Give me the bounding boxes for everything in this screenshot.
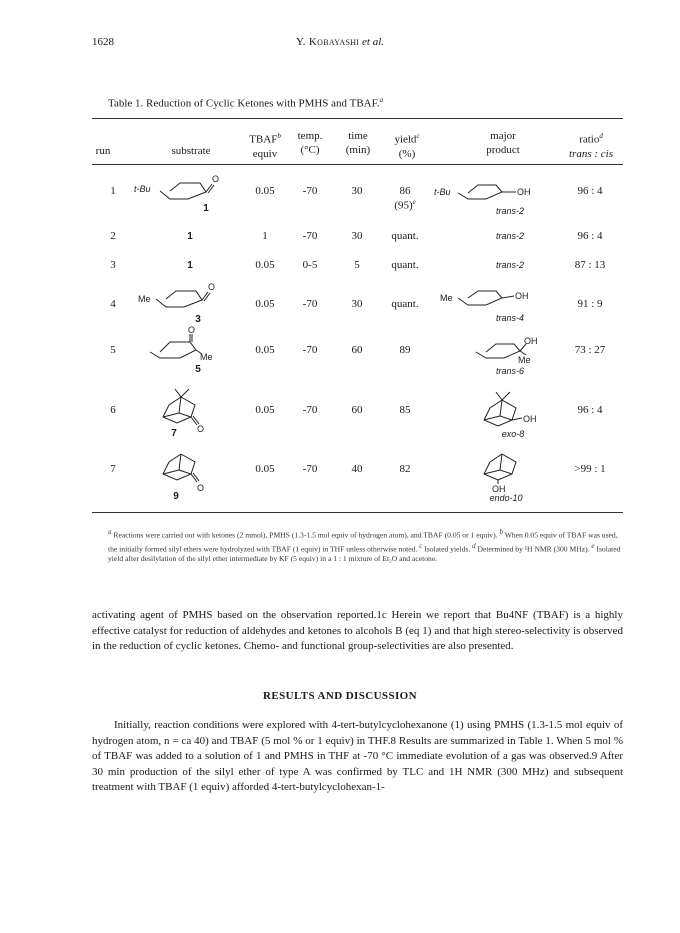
compound-number-1: 1: [187, 231, 193, 242]
cell-run: 5: [110, 344, 116, 356]
cell-yield: 86: [399, 185, 411, 197]
structure-trans-4: [440, 285, 540, 313]
cell-temp: -70: [302, 404, 318, 416]
col-header-product: major product: [486, 130, 520, 156]
page-number: 1628: [92, 36, 114, 48]
structure-exo-8: [476, 386, 552, 430]
cell-tbaf: 0.05: [255, 404, 275, 416]
structure-1: [130, 170, 240, 210]
cell-run: 2: [110, 230, 116, 242]
cell-ratio: 96 : 4: [577, 185, 603, 197]
table-footnotes: $^a$ Reactions were carried out with ketones (2 mmol), PMHS (1.3-1.5 mol equiv of hydrogen atom), and TBAF (0.05 or 1 equiv). $^b$ When 0.05 equiv of TBAF was used, the initially formed silyl ethers were hydrolyzed with TBAF (1 equiv) in THF unless otherwise noted. $^c$ Isolated yields. $^d$ Determined by ¹H NMR (300 MHz). $^e$ Isolated yield after desilylation of the silyl ether intermediate by KF (5 equiv) in a 1 : 1 mixture of Et₂O and acetone.: [108, 528, 621, 564]
cell-ratio: >99 : 1: [574, 463, 606, 475]
col-header-yield: yield$^c$ (%): [394, 132, 420, 160]
svg-text:t-Bu: t-Bu: [434, 187, 451, 197]
product-label: endo-10: [489, 493, 523, 503]
svg-text:O: O: [197, 483, 205, 493]
cell-tbaf: 0.05: [255, 259, 275, 271]
cell-ratio: 91 : 9: [577, 298, 603, 310]
col-header-substrate: substrate: [171, 145, 211, 157]
product-label: trans-2: [495, 206, 524, 216]
cell-time: 30: [351, 230, 363, 242]
section-heading: RESULTS AND DISCUSSION: [263, 690, 417, 702]
compound-number-9: 9: [173, 491, 179, 502]
product-label: trans-4: [495, 313, 524, 323]
product-label: exo-8: [501, 429, 525, 439]
running-head-author: Y. Kobayashi: [295, 36, 360, 48]
cell-time: 30: [351, 185, 363, 197]
compound-number-5: 5: [195, 364, 201, 375]
cell-temp: -70: [302, 230, 318, 242]
svg-text:OH: OH: [515, 291, 529, 301]
structure-9: [155, 446, 215, 494]
structure-trans-2: [432, 178, 547, 206]
cell-ratio: 73 : 27: [574, 344, 606, 356]
cell-yield: 89: [399, 344, 411, 356]
cell-time: 30: [351, 298, 363, 310]
col-header-run: run: [95, 145, 111, 157]
product-label: trans-2: [495, 231, 524, 241]
cell-ratio: 96 : 4: [577, 230, 603, 242]
compound-number-1: 1: [187, 260, 193, 271]
svg-text:t-Bu: t-Bu: [134, 184, 151, 194]
cell-temp: 0-5: [302, 259, 318, 271]
svg-text:Me: Me: [518, 355, 531, 365]
table-title: Table 1. Reduction of Cyclic Ketones with PMHS and TBAF.$^a$: [108, 96, 384, 110]
cell-time: 60: [351, 344, 363, 356]
cell-run: 4: [110, 298, 116, 310]
structure-5: [146, 325, 226, 364]
structure-trans-6: [474, 334, 554, 364]
svg-text:O: O: [188, 325, 196, 335]
col-header-tbaf: TBAF$^b$ equiv: [249, 132, 281, 160]
cell-tbaf: 0.05: [255, 185, 275, 197]
svg-text:O: O: [208, 282, 216, 292]
cell-yield: 82: [399, 463, 411, 475]
svg-text:OH: OH: [523, 414, 537, 424]
cell-yield: 85: [399, 404, 411, 416]
cell-yield: quant.: [391, 298, 419, 310]
svg-text:O: O: [197, 424, 205, 434]
cell-run: 3: [110, 259, 116, 271]
cell-run: 7: [110, 463, 116, 475]
cell-tbaf: 0.05: [255, 463, 275, 475]
running-head: [0, 36, 680, 48]
compound-number-3: 3: [195, 314, 201, 325]
cell-temp: -70: [302, 463, 318, 475]
table-bottom-rule: [92, 512, 623, 513]
cell-temp: -70: [302, 185, 318, 197]
structure-endo-10: [476, 446, 536, 492]
cell-time: 5: [354, 259, 360, 271]
cell-ratio: 96 : 4: [577, 404, 603, 416]
cell-time: 40: [351, 463, 363, 475]
cell-tbaf: 1: [262, 230, 268, 242]
col-header-ratio: ratio$^d$ trans : cis: [569, 132, 613, 160]
cell-yield-note: $(95)^e$: [394, 198, 416, 212]
cell-yield: quant.: [391, 259, 419, 271]
running-head-etal: et al.: [362, 36, 385, 48]
table-top-rule: [92, 118, 623, 119]
col-header-time: time (min): [345, 130, 371, 156]
svg-text:OH: OH: [492, 484, 506, 494]
cell-run: 6: [110, 404, 116, 416]
body-paragraph-1: activating agent of PMHS based on the observation reported.1c Herein we report that Bu4NF (TBAF) is a highly effective catalyst for reduction of aldehydes and ketones to alcohols B (eq 1) and that high stereo-selectivity is observed in the reduction of cyclic ketones. Chemo- and functional group-selectivities are also presented.: [92, 609, 623, 652]
cell-temp: -70: [302, 344, 318, 356]
compound-number-1: 1: [203, 203, 209, 214]
svg-text:OH: OH: [517, 187, 531, 197]
product-label: trans-6: [495, 366, 524, 376]
cell-yield: quant.: [391, 230, 419, 242]
svg-text:Me: Me: [440, 293, 453, 303]
cell-temp: -70: [302, 298, 318, 310]
structure-3: [138, 282, 228, 316]
product-label: trans-2: [495, 260, 524, 270]
cell-time: 60: [351, 404, 363, 416]
cell-run: 1: [110, 185, 116, 197]
col-header-temp: temp. (°C): [297, 130, 323, 156]
svg-text:OH: OH: [524, 336, 538, 346]
body-paragraph-2: Initially, reaction conditions were explored with 4-tert-butylcyclohexanone (1) using PMHS (1.3-1.5 mol equiv of hydrogen atom, n = ca 40) and TBAF (5 mol % or 1 equiv) in THF.8 Results are summarized in Table 1. When 5 mol % of TBAF was added to a solution of 1 and PMHS in THF at -70 °C immediate evolution of a gas was observed.9 After 30 min production of the silyl ether of type A was confirmed by TLC and 1H NMR (300 MHz) and subsequent treatment with TBAF (1 equiv) afforded 4-tert-butylcyclohexan-1-: [92, 719, 623, 793]
svg-text:Me: Me: [138, 294, 151, 304]
cell-ratio: 87 : 13: [574, 259, 606, 271]
cell-tbaf: 0.05: [255, 344, 275, 356]
table-header-rule: [92, 164, 623, 165]
svg-text:Me: Me: [200, 352, 213, 362]
svg-text:O: O: [212, 174, 220, 184]
compound-number-7: 7: [171, 428, 177, 439]
cell-tbaf: 0.05: [255, 298, 275, 310]
